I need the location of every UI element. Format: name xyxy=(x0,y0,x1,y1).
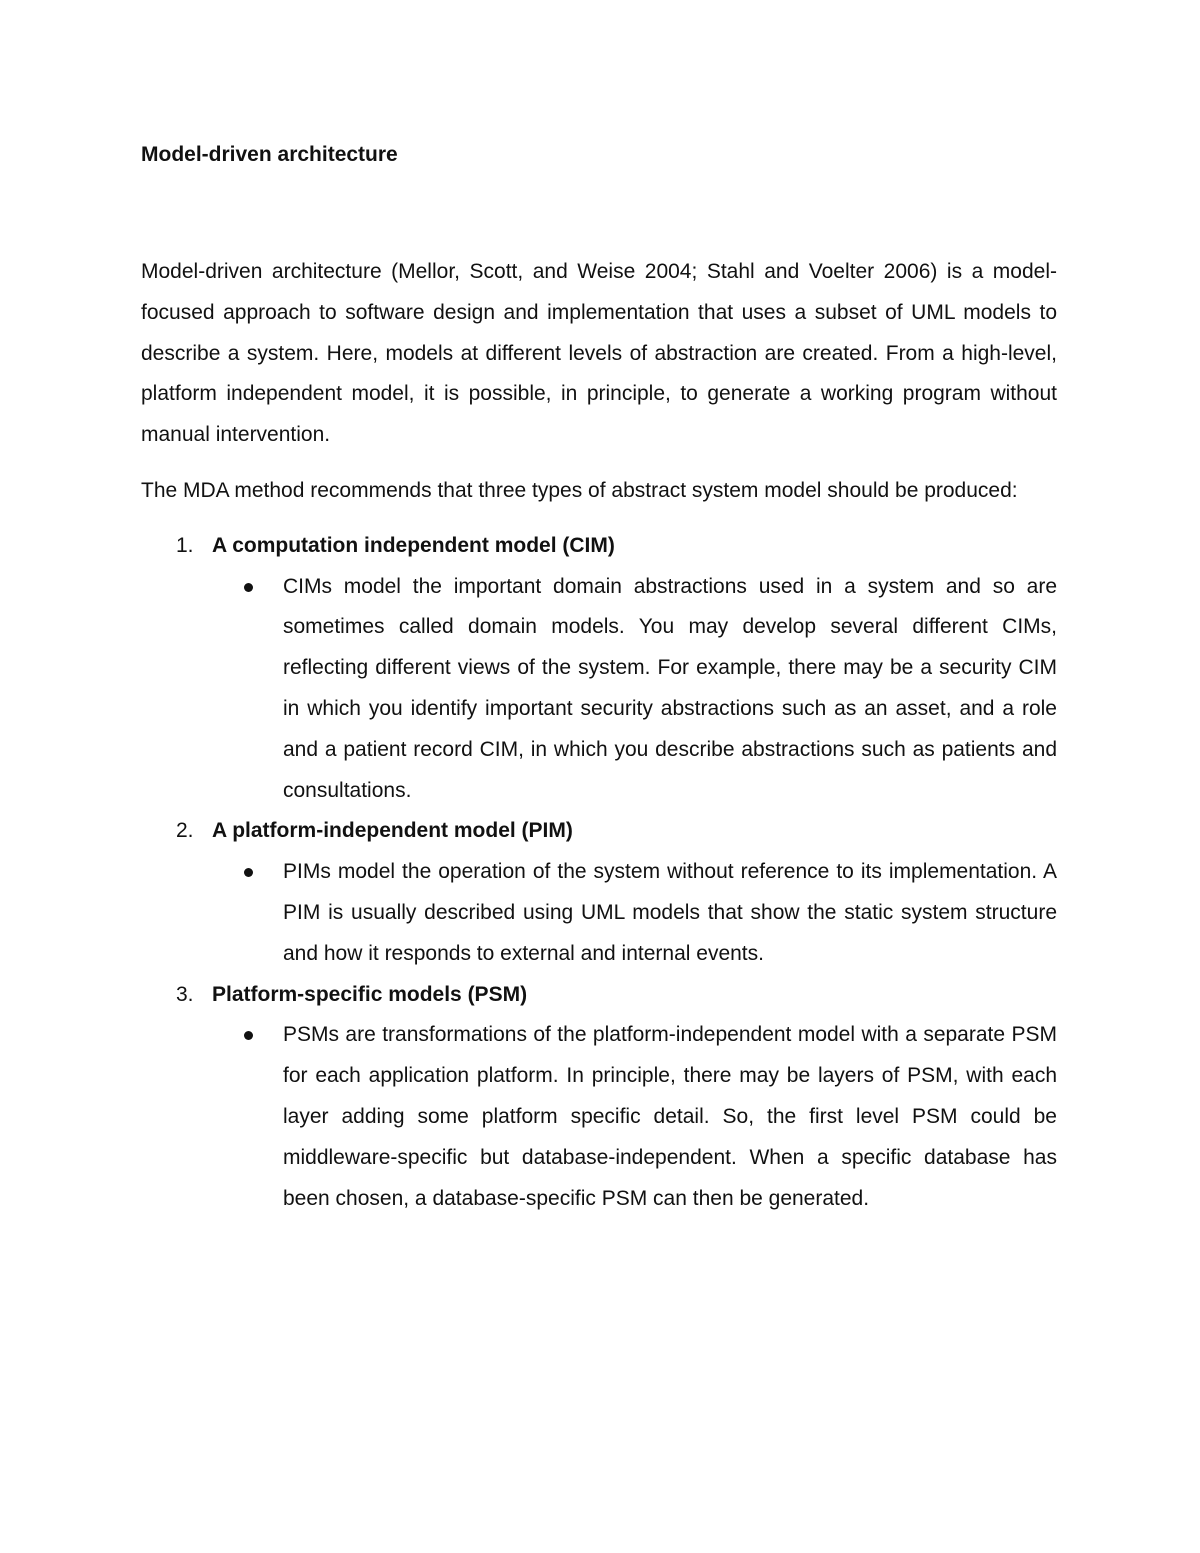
model-item-psm xyxy=(141,975,1057,1220)
model-heading: A computation independent model (CIM) xyxy=(212,533,615,557)
bullet-item xyxy=(212,567,1057,812)
model-list xyxy=(141,526,1057,1220)
model-item-pim xyxy=(141,811,1057,974)
document-page xyxy=(141,140,1057,1219)
bullet-text: CIMs model the important domain abstractions used in a system and so are sometimes called domain models. You may develop several different CIMs, reflecting different views of the system. For example, there may be a security CIM in which you identify important security abstractions such as an asset, and a role and a patient record CIM, in which you describe abstractions such as patients and consultations. xyxy=(283,574,1057,802)
page-title: Model-driven architecture xyxy=(141,143,398,166)
bullet-list xyxy=(212,567,1057,812)
bullet-list xyxy=(212,1015,1057,1219)
bullet-item xyxy=(212,852,1057,974)
list-number: 3. xyxy=(176,982,194,1006)
bullet-text: PSMs are transformations of the platform-independent model with a separate PSM for each application platform. In principle, there may be layers of PSM, with each layer adding some platform specific detail. So, the first level PSM could be middleware-specific but database-independent. When a specific database has been chosen, a database-specific PSM can then be generated. xyxy=(283,1023,1057,1210)
model-item-cim xyxy=(141,526,1057,812)
model-heading: Platform-specific models (PSM) xyxy=(212,982,528,1006)
bullet-text: PIMs model the operation of the system without reference to its implementation. A PIM is usually described using UML models that show the static system structure and how it responds to external and internal events. xyxy=(283,860,1057,965)
bullet-list xyxy=(212,852,1057,974)
bullet-dot-icon xyxy=(244,583,253,592)
list-number: 1. xyxy=(176,533,194,557)
bullet-item xyxy=(212,1015,1057,1219)
mda-intro-paragraph: The MDA method recommends that three types of abstract system model should be produced: xyxy=(141,478,1018,502)
list-number: 2. xyxy=(176,819,194,843)
model-heading: A platform-independent model (PIM) xyxy=(212,819,573,843)
bullet-dot-icon xyxy=(244,1031,253,1040)
intro-paragraph: Model-driven architecture (Mellor, Scott, and Weise 2004; Stahl and Voelter 2006) is a model-focused approach to software design and implementation that uses a subset of UML models to describe a system. Here, models at different levels of abstraction are created. From a high-level, platform independent model, it is possible, in principle, to generate a working program without manual intervention. xyxy=(141,260,1057,447)
bullet-dot-icon xyxy=(244,868,253,877)
